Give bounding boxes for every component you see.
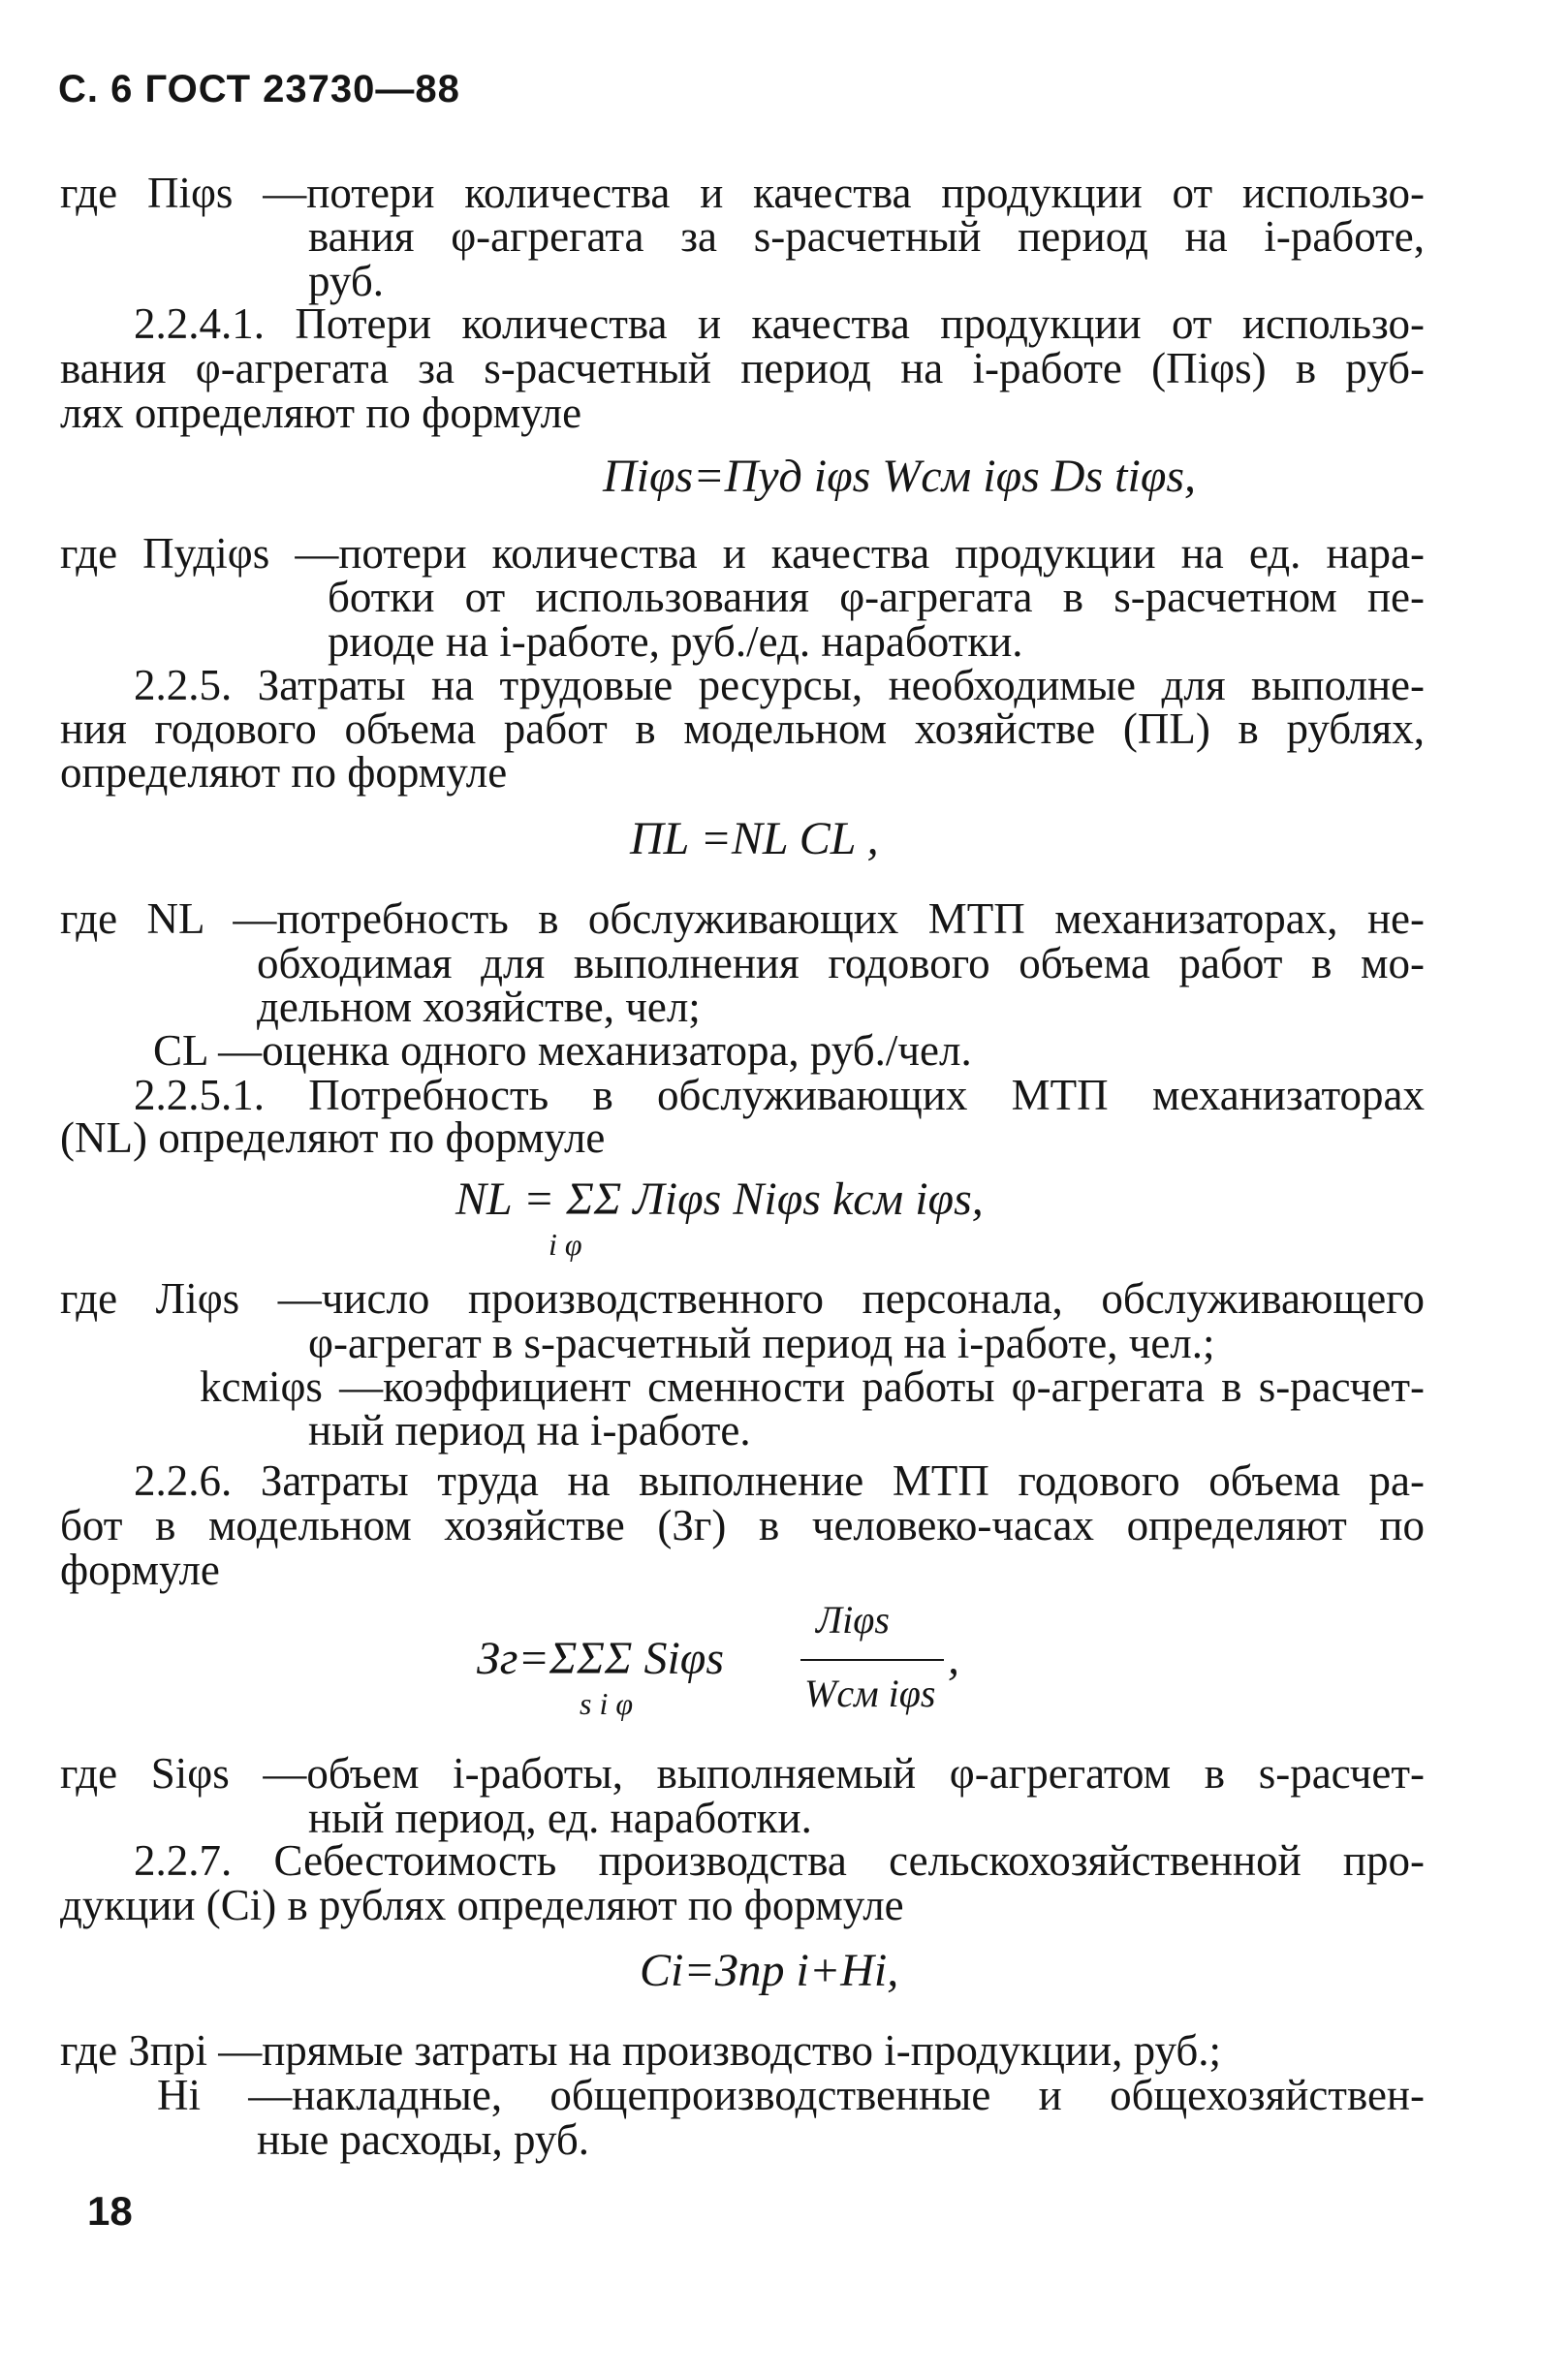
text-line: где Лiφs —число производственного персонала, обслуживающего (60, 1274, 1425, 1323)
text-line: где Siφs —объем i-работы, выполняемый φ-агрегатом в s-расчет- (60, 1749, 1425, 1798)
formula: Ci=Зпр i+Hi, (640, 1945, 899, 1996)
text-line: CL —оценка одного механизатора, руб./чел. (153, 1026, 972, 1075)
text-line: дукции (Ci) в рублях определяют по формуле (60, 1881, 904, 1929)
text-line: вания φ-агрегата за s-расчетный период на i-работе, (308, 212, 1425, 261)
text-line: ные расходы, руб. (257, 2115, 589, 2164)
text-line: ный период на i-работе. (308, 1406, 751, 1455)
formula: Зг=ΣΣΣ Siφs (477, 1633, 725, 1684)
text-line: обходимая для выполнения годового объема работ в мо- (257, 939, 1425, 987)
formula: Пiφs=Пуд iφs Wсм iφs Ds tiφs, (603, 451, 1197, 502)
text-line: (NL) определяют по формуле (60, 1113, 606, 1162)
text-line: 2.2.5.1. Потребность в обслуживающих МТП механизаторах (134, 1071, 1425, 1119)
text-line: Hi —накладные, общепроизводственные и общехозяйствен- (157, 2071, 1425, 2119)
fraction-numerator: Лiφs (816, 1598, 890, 1642)
text-line: риоде на i-работе, руб./ед. наработки. (328, 617, 1023, 666)
formula: ПL =NL CL , (630, 813, 879, 864)
fraction-bar (800, 1659, 944, 1661)
text-line: φ-агрегат в s-расчетный период на i-работе, чел.; (308, 1319, 1215, 1367)
text-line: kсмiφs —коэффициент сменности работы φ-агрегата в s-расчет- (200, 1362, 1425, 1411)
text-line: ный период, ед. наработки. (308, 1794, 812, 1842)
text-line: 2.2.4.1. Потери количества и качества продукции от использо- (134, 299, 1425, 348)
text-line: формуле (60, 1546, 220, 1594)
formula-punctuation: , (948, 1633, 959, 1684)
text-line: бот в модельном хозяйстве (Зг) в человеко-часах определяют по (60, 1501, 1425, 1549)
text-line: где NL —потребность в обслуживающих МТП механизаторах, не- (60, 894, 1425, 943)
text-line: где Пiφs —потери количества и качества продукции от использо- (60, 169, 1425, 217)
text-line: руб. (308, 257, 384, 305)
fraction-denominator: Wсм iφs (804, 1672, 936, 1715)
text-line: ботки от использования φ-агрегата в s-расчетном пе- (328, 573, 1425, 621)
formula: NL = ΣΣ Лiφs Niφs kсм iφs, (455, 1173, 984, 1225)
text-line: где Зпрi —прямые затраты на производство i-продукции, руб.; (60, 2026, 1222, 2075)
page-number: 18 (87, 2188, 133, 2234)
text-line: определяют по формуле (60, 748, 508, 797)
formula-limits: i φ (549, 1227, 582, 1262)
text-line: дельном хозяйстве, чел; (257, 983, 701, 1031)
text-line: вания φ-агрегата за s-расчетный период на i-работе (Пiφs) в руб- (60, 344, 1425, 392)
text-line: 2.2.6. Затраты труда на выполнение МТП годового объема ра- (134, 1456, 1425, 1505)
page-header: С. 6 ГОСТ 23730—88 (58, 68, 460, 110)
text-line: 2.2.7. Себестоимость производства сельскохозяйственной про- (134, 1836, 1425, 1885)
text-line: где Пудiφs —потери количества и качества продукции на ед. нара- (60, 529, 1425, 578)
text-line: 2.2.5. Затраты на трудовые ресурсы, необходимые для выполне- (134, 661, 1425, 709)
formula-limits: s i φ (580, 1686, 634, 1721)
text-line: лях определяют по формуле (60, 389, 582, 437)
text-line: ния годового объема работ в модельном хозяйстве (ПL) в рублях, (60, 704, 1425, 753)
